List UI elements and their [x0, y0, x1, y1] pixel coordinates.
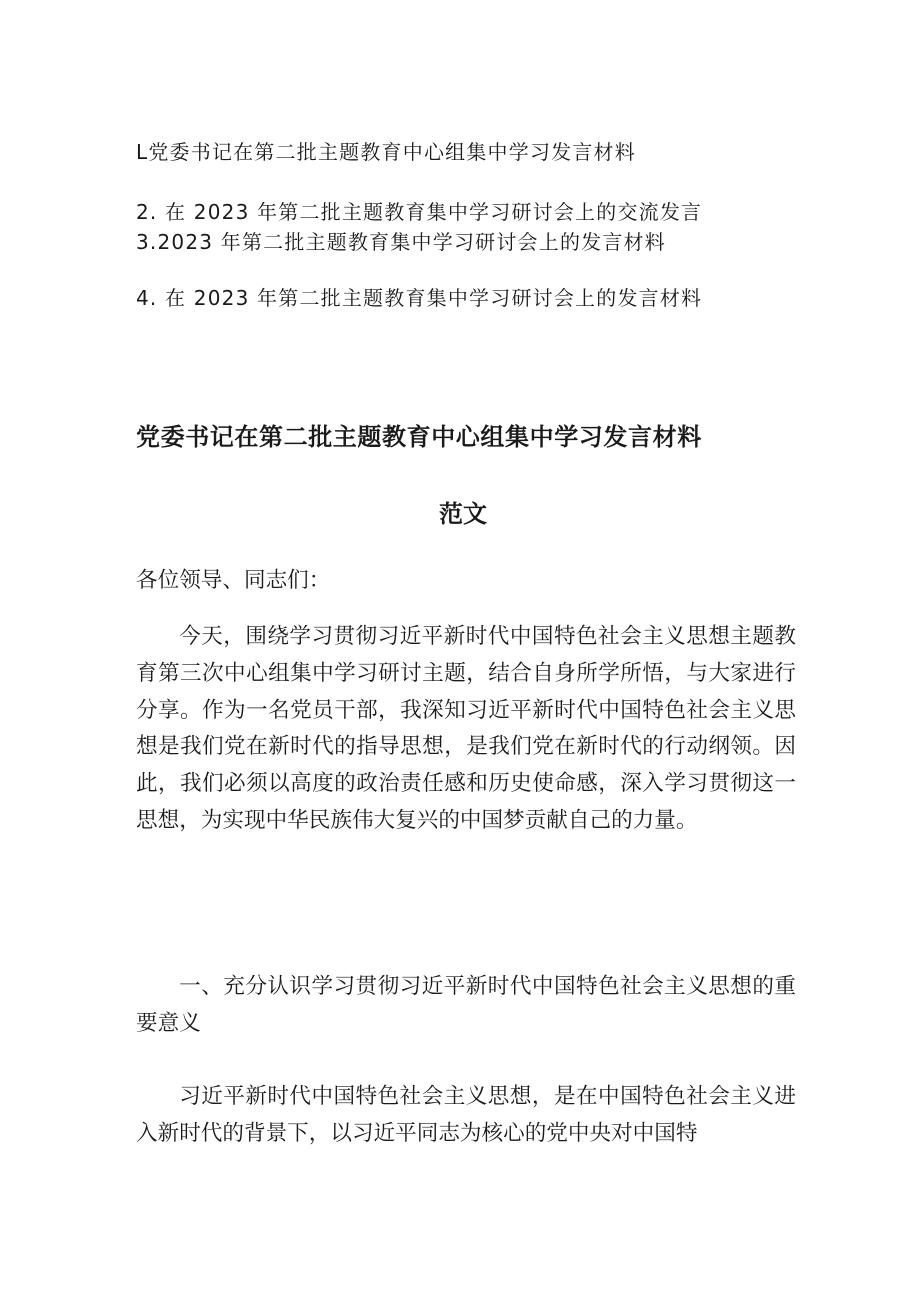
salutation: 各位领导、同志们： — [136, 568, 331, 593]
document-title: 党委书记在第二批主题教育中心组集中学习发言材料 — [136, 423, 702, 451]
paragraph-section-1: 习近平新时代中国特色社会主义思想，是在中国特色社会主义进入新时代的背景下，以习近平同志为核心的党中央对中国特 — [136, 1084, 796, 1146]
toc-item-1: L党委书记在第二批主题教育中心组集中学习发言材料 — [136, 140, 636, 164]
paragraph-intro: 今天，围绕学习贯彻习近平新时代中国特色社会主义思想主题教育第三次中心组集中学习研讨主题，结合自身所学所悟，与大家进行分享。作为一名党员干部，我深知习近平新时代中国特色社会主义思想是我们党在新时代的指导思想，是我们党在新时代的行动纲领。因此，我们必须以高度的政治责任感和历史使命感，深入学习贯彻这一思想，为实现中华民族伟大复兴的中国梦贡献自己的力量。 — [136, 624, 796, 833]
section-heading-1: 一、充分认识学习贯彻习近平新时代中国特色社会主义思想的重要意义 — [136, 974, 796, 1036]
toc-item-4: 4. 在 2023 年第二批主题教育集中学习研讨会上的发言材料 — [136, 286, 703, 310]
document-subtitle: 范文 — [439, 500, 487, 528]
toc-item-2: 2. 在 2023 年第二批主题教育集中学习研讨会上的交流发言 — [136, 200, 703, 224]
toc-item-3: 3.2023 年第二批主题教育集中学习研讨会上的发言材料 — [136, 230, 666, 254]
